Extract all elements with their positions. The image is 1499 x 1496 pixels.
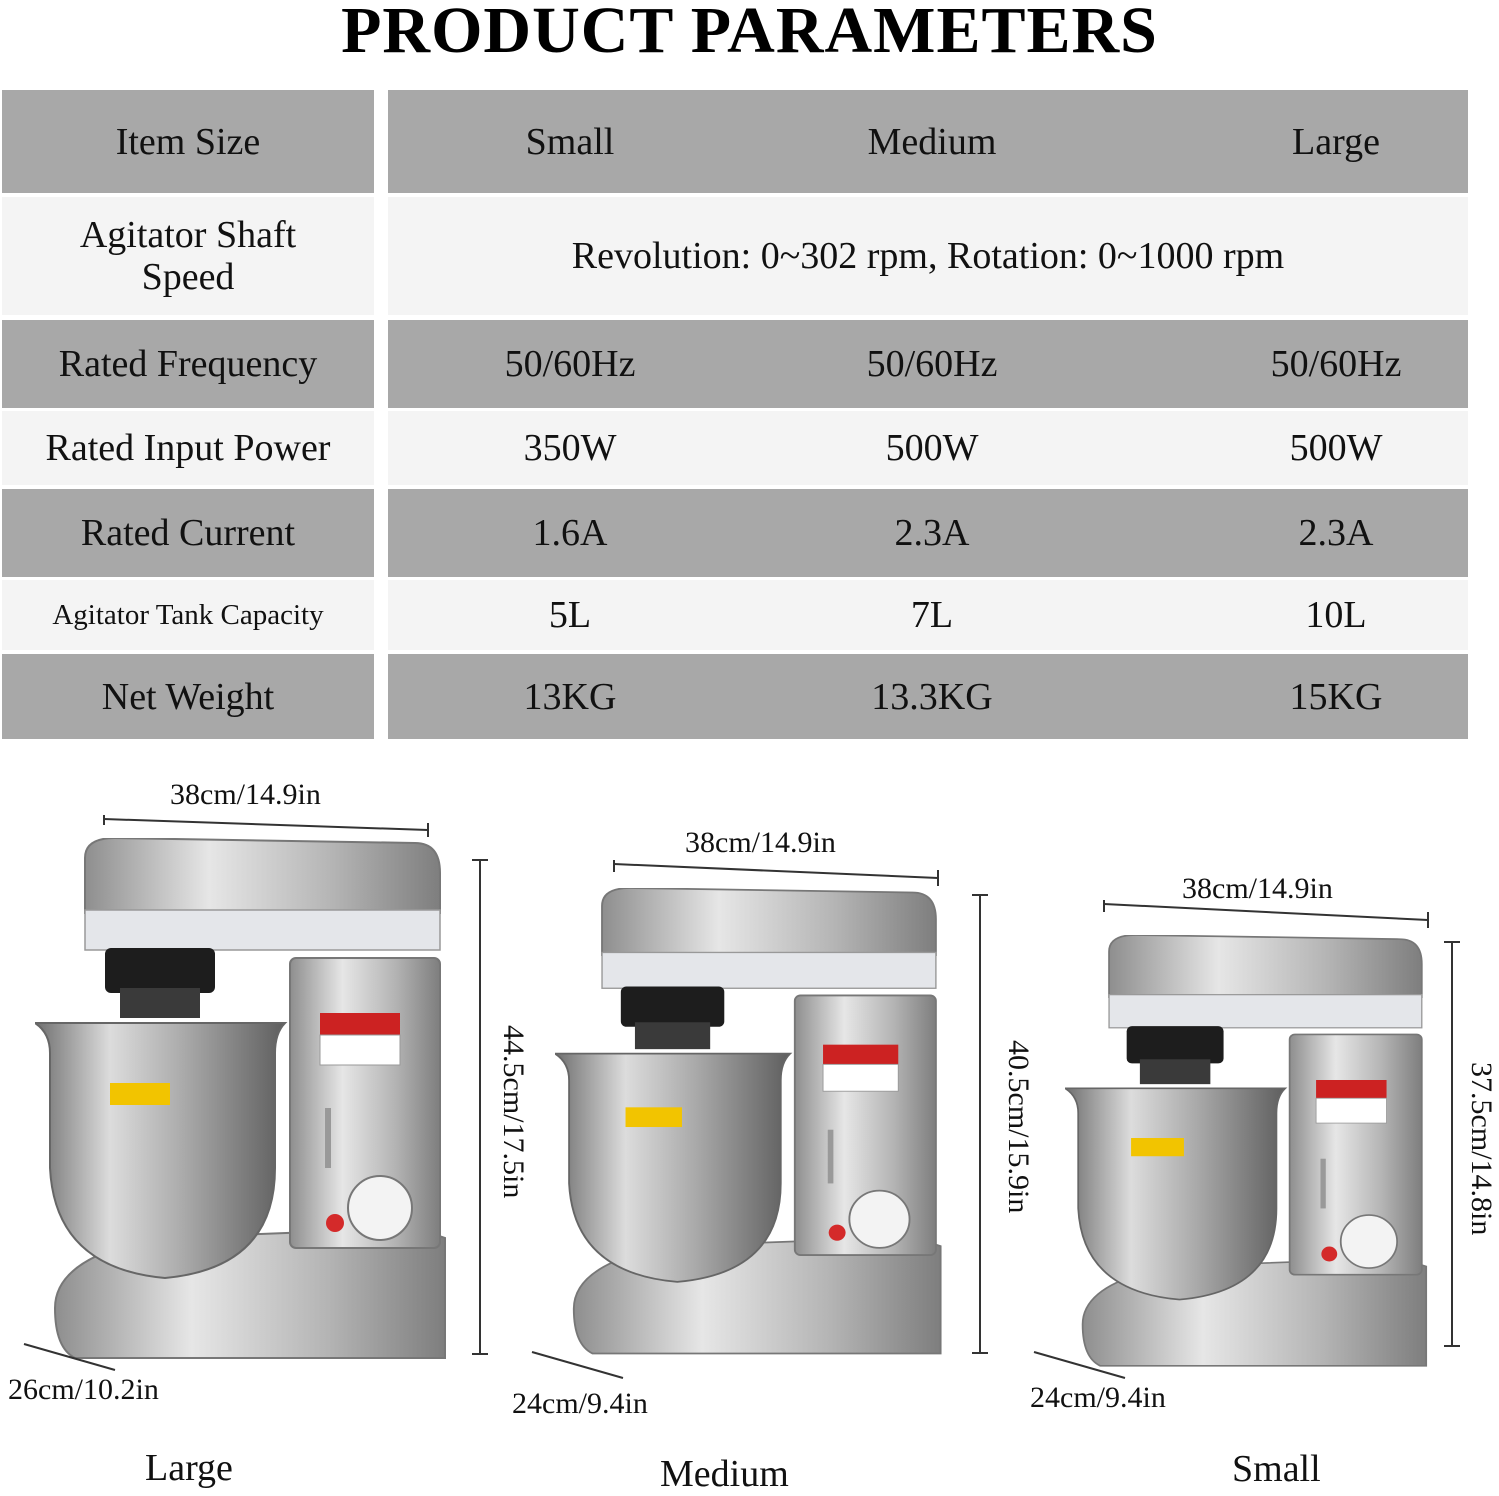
product-caption: Large: [145, 1447, 233, 1489]
depth-dimension-line: [1030, 1348, 1130, 1383]
table-row: [0, 411, 1468, 485]
table-row: [0, 197, 1468, 315]
row-value: 500W: [1289, 427, 1383, 469]
page-title: PRODUCT PARAMETERS: [341, 0, 1158, 67]
width-label: 38cm/14.9in: [685, 826, 836, 859]
product-caption: Medium: [660, 1453, 789, 1495]
row-value: 15KG: [1289, 675, 1383, 718]
mixer-image-large: [35, 838, 455, 1363]
row-value: 5L: [548, 594, 592, 636]
row-label: Rated Input Power: [2, 411, 374, 485]
width-dimension-line: [610, 860, 945, 890]
table-row: [0, 489, 1468, 577]
depth-label: 26cm/10.2in: [8, 1373, 159, 1406]
height-label: 37.5cm/14.8in: [1465, 1062, 1498, 1236]
header-size-small: Small: [525, 120, 615, 163]
row-value: 500W: [885, 427, 979, 469]
header-size-large: Large: [1292, 120, 1380, 163]
width-dimension-line: [100, 815, 435, 840]
depth-label: 24cm/9.4in: [512, 1387, 648, 1420]
row-value: 13.3KG: [871, 675, 993, 718]
row-value: 50/60Hz: [1270, 343, 1402, 385]
header-size-medium: Medium: [867, 120, 997, 163]
depth-label: 24cm/9.4in: [1030, 1381, 1166, 1414]
width-label: 38cm/14.9in: [170, 778, 321, 811]
row-label: Agitator Shaft Speed: [2, 197, 374, 315]
row-label: Rated Frequency: [2, 320, 374, 408]
width-label: 38cm/14.9in: [1182, 872, 1333, 905]
depth-dimension-line: [528, 1348, 628, 1383]
table-row: [0, 654, 1468, 739]
row-span-value: Revolution: 0~302 rpm, Rotation: 0~1000 rpm: [571, 235, 1285, 277]
mixer-image-small: [1065, 935, 1435, 1370]
depth-dimension-line: [20, 1340, 120, 1375]
row-value: 2.3A: [1298, 512, 1374, 554]
height-dimension-line: [1442, 940, 1462, 1350]
row-value: 2.3A: [894, 512, 970, 554]
height-label: 40.5cm/15.9in: [1002, 1040, 1035, 1214]
header-label: Item Size: [2, 90, 374, 193]
height-dimension-line: [970, 893, 990, 1358]
table-row: [0, 320, 1468, 408]
mixer-image-medium: [555, 888, 950, 1358]
row-value: 350W: [523, 427, 617, 469]
table-row: [0, 580, 1468, 650]
row-value: 1.6A: [532, 512, 608, 554]
table-header-row: [0, 90, 1468, 193]
row-value: 13KG: [523, 675, 617, 718]
height-dimension-line: [470, 858, 490, 1358]
height-label: 44.5cm/17.5in: [497, 1025, 530, 1199]
row-value: 7L: [910, 594, 954, 636]
row-label: Agitator Tank Capacity: [2, 580, 374, 650]
product-caption: Small: [1232, 1448, 1321, 1490]
row-label: Net Weight: [2, 654, 374, 739]
row-label: Rated Current: [2, 489, 374, 577]
row-value: 50/60Hz: [866, 343, 998, 385]
row-value: 10L: [1305, 594, 1367, 636]
row-value: 50/60Hz: [504, 343, 636, 385]
